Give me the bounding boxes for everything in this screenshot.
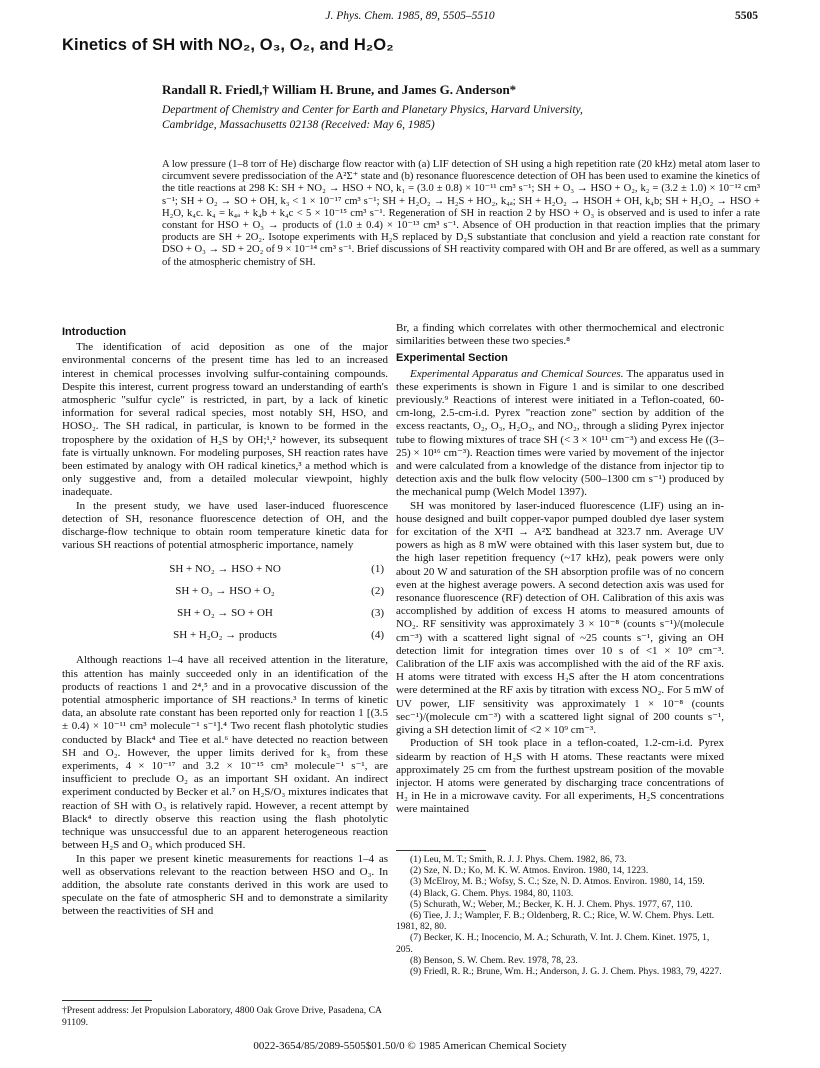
equation-number: (3) [371, 607, 384, 620]
author-list: Randall R. Friedl,† William H. Brune, and James G. Anderson* [162, 82, 517, 97]
references-rule [396, 850, 486, 851]
equation-text: SH + O₃ → HSO + O₂ [175, 585, 275, 598]
footnote-rule [62, 1000, 152, 1001]
references-list [396, 854, 724, 977]
experimental-text-1: The apparatus used in these experiments is shown in Figure 1 and is similar to one described previously.⁹ Reactions of interest were initiated in a Teflon-coated, 60-cm-long, 2.5-cm-i.d. Pyrex "reaction zone" section by addition of the excess reactants, O₂, O₃, H₂O₂, and NO₂, through a sliding Pyrex injector tube to flowing mixtures of trace SH (< 3 × 10¹¹ cm⁻³) and excess He ((3–25) × 10¹⁶ cm⁻³). Reaction times were varied by movement of the injector and were calculated from a knowledge of the distance from injector tip to detection axis and the bulk flow velocity (500–1300 cm s⁻¹) produced by the mechanical pump (Welch Model 1397). [396, 367, 724, 499]
reference-item: (1) Leu, M. T.; Smith, R. J. J. Phys. Chem. 1982, 86, 73. [410, 854, 627, 865]
reference-item: (2) Sze, N. D.; Ko, M. K. W. Atmos. Environ. 1980, 14, 1223. [410, 865, 649, 877]
affiliation [162, 103, 760, 133]
continuation-text: Br, a finding which correlates with other thermochemical and electronic similarities between these two species.⁸ [396, 322, 724, 348]
experimental-paragraph-1 [396, 368, 724, 500]
experimental-heading: Experimental Section [396, 352, 508, 365]
left-column [62, 322, 388, 919]
intro-paragraph-3: Although reactions 1–4 have all received attention in the literature, this attention has mainly succeeded only in an identification of the products of reactions 1 and 2⁴,⁵ and in a provocative discussion of the potential atmospheric importance of SH reactions.³ In terms of kinetic data, an absolute rate constant has been reported only for reaction 1 [(3.5 ± 0.4) × 10⁻¹¹ cm³ molecule⁻¹ s⁻¹].⁴ Two recent flash photolytic studies conducted by Black⁴ and Tiee et al.⁶ have detected no reaction between SH and O₂. However, the upper limits derived for k₃ from these experiments, 4 × 10⁻¹⁷ and 3.2 × 10⁻¹⁵ cm³ molecule⁻¹ s⁻¹, are insufficient to preclude O₂ as an important SH oxidant. An indirect experiment conducted by Becker et al.⁷ on H₂S/O₃ mixtures indicates that reaction of SH with O₃ is relatively rapid. However, a recent attempt by Black⁴ to directly observe this reaction using the flash photolytic technique was unsuccessful due to an apparent heterogeneous reaction between H₂S and O₃ which produced SH. [62, 654, 388, 852]
affiliation-line-1: Department of Chemistry and Center for Earth and Planetary Physics, Harvard University, [162, 104, 583, 116]
experimental-paragraph-3: Production of SH took place in a teflon-coated, 1.2-cm-i.d. Pyrex sidearm by reaction of H₂S with H atoms. These reactants were mixed approximately 25 cm from the furthest upstream position of the movable injector. H atoms were generated by discharging trace concentrations of H₂ in He in a microwave cavity. For all experiments, H₂S concentrations were maintained [396, 737, 724, 816]
running-head [62, 10, 758, 28]
affiliation-line-2: Cambridge, Massachusetts 02138 (Received: May 6, 1985) [162, 119, 435, 131]
reference-item: (9) Friedl, R. R.; Brune, Wm. H.; Anderson, J. G. J. Chem. Phys. 1983, 79, 4227. [410, 966, 722, 978]
journal-citation: J. Phys. Chem. 1985, 89, 5505–5510 [325, 10, 495, 22]
reference-item: (7) Becker, K. H.; Inocencio, M. A.; Schurath, V. Int. J. Chem. Kinet. 1975, 1, 205. [396, 932, 710, 955]
intro-paragraph-4: In this paper we present kinetic measurements for reactions 1–4 as well as observations relevant to the reaction between HSO and O₃. In addition, the absolute rate constants derived in this work are used to speculate on the fate of atmospheric SH and to demonstrate a similarity between the reactivities of SH and [62, 852, 388, 918]
reference-item: (5) Schurath, W.; Weber, M.; Becker, K. H. J. Chem. Phys. 1977, 67, 110. [410, 898, 693, 910]
article-title: Kinetics of SH with NO₂, O₃, O₂, and H₂O₂ [62, 36, 394, 54]
equation-text: SH + O₂ → SO + OH [177, 607, 273, 620]
reference-item: (3) McElroy, M. B.; Wofsy, S. C.; Sze, N. D. Atmos. Environ. 1980, 14, 159. [410, 876, 705, 888]
abstract: A low pressure (1–8 torr of He) discharge flow reactor with (a) LIF detection of SH using a high repetition rate (20 kHz) metal atom laser to circumvent severe predissociation of the A²Σ⁺ state and (b) resonance fluorescence detection of OH has been used to examine the kinetics of the title reactions at 298 K: SH + NO₂ → HSO + NO, k₁ = (3.0 ± 0.8) × 10⁻¹¹ cm³ s⁻¹; SH + O₃ → HSO + O₂, k₂ = (3.2 ± 1.0) × 10⁻¹² cm³ s⁻¹; SH + O₂ → SO + OH, k₃ < 1 × 10⁻¹⁷ cm³ s⁻¹; SH + H₂O₂ → H₂S + HO₂, k₄ₐ; SH + H₂O₂ → HSOH + OH, k₄b; SH + H₂O₂ → HSO + H₂O, k₄c. k₄ = k₄ₐ + k₄b + k₄c < 5 × 10⁻¹⁵ cm³ s⁻¹. Regeneration of SH in reaction 2 by HSO + O₃ is observed and is used to infer a rate constant for HSO + O₃ → products of (1.0 ± 0.4) × 10⁻¹³ cm³ s⁻¹. Absence of OH production in that reaction implies that the primary products are SH + 2O₂. Isotope experiments with H₂S replaced by D₂S substantiate that conclusion and yield a reaction rate constant for DSO + O₃ → SD + 2O₂ of 9 × 10⁻¹⁴ cm³ s⁻¹. Brief discussions of SH reactivity compared with OH and Br are offered, as well as a summary of the atmospheric chemistry of SH. [162, 159, 760, 268]
reference-item: (6) Tiee, J. J.; Wampler, F. B.; Oldenberg, R. C.; Rice, W. W. Chem. Phys. Lett. 1981, 82, 80. [396, 910, 715, 933]
reference-item: (4) Black, G. Chem. Phys. 1984, 80, 1103. [410, 887, 574, 899]
equation-text: SH + H₂O₂ → products [173, 629, 277, 642]
equation-4 [62, 624, 388, 646]
equation-number: (2) [371, 585, 384, 598]
experimental-paragraph-2: SH was monitored by laser-induced fluorescence (LIF) using an in-house designed and built copper-vapor pumped doubled dye laser system for excitation of the X²Π → A²Σ bandhead at 323.7 nm. Average UV powers as high as 8 mW were obtained with this laser system but, due to the high laser repetition frequency (~17 kHz), peak powers were only about 20 W and saturation of the SH absorption profile was of no concern even at the highest average powers. A second detection axis was used for resonance fluorescence (RF) detection of OH. Calibration of this axis was accomplished by addition of excess H atoms to measured amounts of NO₂. RF sensitivity was approximately 3 × 10⁻⁸ (counts s⁻¹)/(molecule cm⁻³) with a scattered light signal of ~25 counts s⁻¹, giving an OH detection limit for integration times over 10 s of <1 × 10⁹ cm⁻³. Calibration of the LIF axis was accomplished with the aid of the RF axis. H atoms were titrated with excess H₂S after the H atom concentrations were determined at the RF axis by titration with excess NO₂. For 5 mW of UV power, LIF sensitivity was approximately 1 × 10⁻⁸ (counts sec⁻¹)/(molecule cm⁻³) with a scattered light signal of 200 counts s⁻¹, giving a SH detection limit of <2 × 10⁹ cm⁻³. [396, 499, 724, 737]
introduction-heading: Introduction [62, 326, 127, 338]
reference-item: (8) Benson, S. W. Chem. Rev. 1978, 78, 23. [410, 954, 578, 966]
equation-3 [62, 602, 388, 624]
copyright-footer: 0022-3654/85/2089-5505$01.50/0 © 1985 American Chemical Society [253, 1040, 567, 1052]
page-number: 5505 [735, 10, 758, 22]
equation-number: (4) [371, 629, 384, 642]
equation-number: (1) [371, 563, 384, 576]
right-column [396, 322, 724, 817]
author-footnote: †Present address: Jet Propulsion Laboratory, 4800 Oak Grove Drive, Pasadena, CA 91109. [62, 1005, 382, 1028]
equation-2 [62, 580, 388, 602]
intro-paragraph-2: In the present study, we have used laser-induced fluorescence detection of SH, resonance fluorescence detection of OH, and the discharge-flow technique to obtain room temperature kinetic data for various SH reactions of potential atmospheric importance, namely [62, 499, 388, 552]
reaction-equations [62, 558, 388, 646]
equation-text: SH + NO₂ → HSO + NO [169, 563, 281, 576]
intro-paragraph-1: The identification of acid deposition as one of the major environmental concerns of the present time has led to an increased interest in chemical processes involving sulfur-containing compounds. Despite this interest, current progress toward an understanding of earth's atmospheric "sulfur cycle" is restricted, in part, by a lack of kinetic information for several radical species, most notably SH, HSO, and HOSO₂. The SH radical, in particular, is known to be formed in the troposphere by the oxidation of H₂S by OH;¹,² however, its subsequent fate is virtually unknown. For modeling purposes, SH reaction rates have been estimated by analogy with OH radical kinetics,³ a method which is only suggestive and, from a detailed molecular viewpoint, highly inadequate. [62, 341, 388, 499]
equation-1 [62, 558, 388, 580]
subsection-title: Experimental Apparatus and Chemical Sources. [410, 367, 624, 380]
